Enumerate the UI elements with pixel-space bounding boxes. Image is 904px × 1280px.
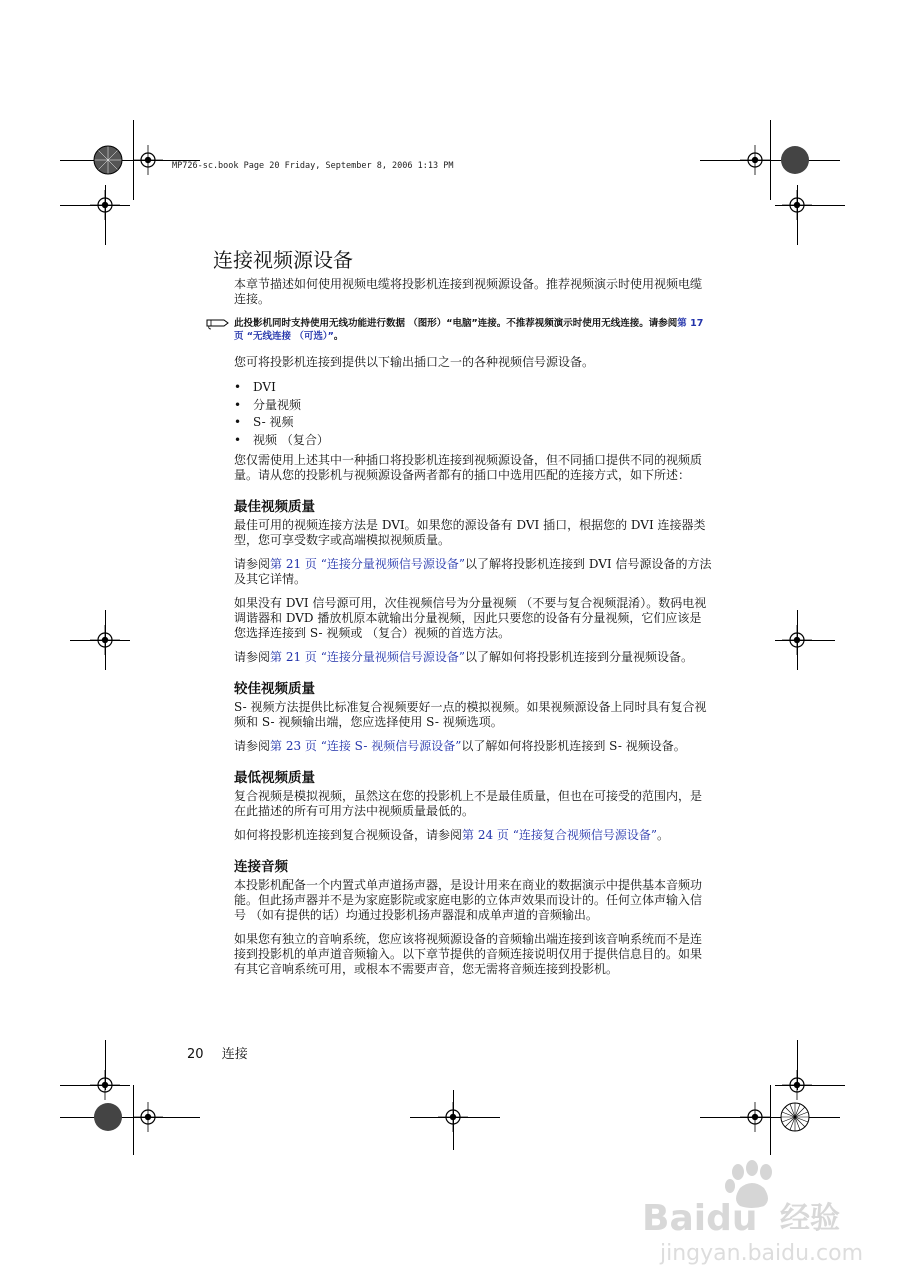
paragraph	[234, 596, 713, 641]
paragraph-text: 请参阅	[234, 739, 271, 753]
note-pencil-icon	[206, 316, 230, 330]
list-item	[234, 379, 713, 397]
paragraph-text: 本投影机配备一个内置式单声道扬声器，是设计用来在商业的数据演示中提供基本音频功能。但此扬声器并不是为家庭影院或家庭电影的立体声效果而设计的。任何立体声输入信号 （如有提供的话）均通过投影机扬声器混和成单声道的音频输出。	[234, 878, 703, 922]
cross-reference-link[interactable]: 第 21 页 “连接分量视频信号源设备”	[270, 557, 465, 571]
bullet-icon: •	[234, 380, 242, 394]
paragraph-text: 如果没有 DVI 信号源可用，次佳视频信号为分量视频 （不要与复合视频混淆）。数码电视调谐器和 DVD 播放机原本就输出分量视频，因此只要您的设备有分量视频，它们应该是您选择连接到 S- 视频或 （复合）视频的首选方法。	[234, 596, 707, 640]
section-heading-best-quality: 最佳视频质量	[234, 499, 315, 515]
paragraph	[234, 789, 713, 819]
list-item-text: DVI	[253, 380, 276, 394]
registration-mark-icon	[133, 145, 163, 175]
intro-paragraph: 本章节描述如何使用视频电缆将投影机连接到视频源设备。推荐视频演示时使用视频电缆连接。	[234, 277, 703, 306]
list-item-text: S- 视频	[253, 415, 294, 429]
footer-section-name: 连接	[221, 1047, 248, 1062]
cross-reference-link[interactable]: 第 24 页 “连接复合视频信号源设备”	[462, 828, 657, 842]
registration-mark-icon	[782, 1070, 812, 1100]
paragraph	[234, 557, 713, 587]
registration-mark-icon	[740, 1102, 770, 1132]
file-info-header: MP726-sc.book Page 20 Friday, September 8, 2006 1:13 PM	[172, 161, 454, 171]
note-block	[234, 317, 713, 343]
paragraph-text: 最佳可用的视频连接方法是 DVI。如果您的源设备有 DVI 插口，根据您的 DVI 连接器类型，您可享受数字或高端模拟视频质量。	[234, 518, 706, 547]
list-item	[234, 414, 713, 432]
baidu-watermark	[640, 1160, 890, 1270]
baidu-paw-logo-icon	[640, 1160, 890, 1270]
paragraph-text: 以了解如何将投影机连接到 S- 视频设备。	[461, 739, 686, 753]
connector-list	[234, 379, 713, 449]
bullet-icon: •	[234, 432, 242, 447]
paragraph	[234, 650, 713, 665]
note-text: 此投影机同时支持使用无线功能进行数据 （图形）“电脑”连接。不推荐视频演示时使用无线连接。请参阅	[234, 318, 678, 329]
star-target-icon	[780, 1102, 810, 1132]
paragraph-text: 复合视频是模拟视频，虽然这在您的投影机上不是最佳质量，但也在可接受的范围内，是在此描述的所有可用方法中视频质量最低的。	[234, 789, 703, 818]
registration-mark-icon	[90, 190, 120, 220]
watermark-url: jingyan.baidu.com	[660, 1241, 864, 1266]
gray-disc-icon	[93, 1102, 123, 1132]
page-number: 20	[187, 1047, 204, 1062]
paragraph	[234, 878, 713, 923]
paragraph-text: 如何将投影机连接到复合视频设备，请参阅	[234, 828, 463, 842]
gray-disc-icon	[780, 145, 810, 175]
note-text-end: 。	[333, 331, 344, 342]
bullet-icon: •	[234, 397, 242, 412]
paragraph-text: 如果您有独立的音响系统，您应该将视频源设备的音频输出端连接到该音响系统而不是连接到投影机的单声道音频输入。以下章节提供的音频连接说明仅用于提供信息目的。如果有其它音响系统可用，或根本不需要声音，您无需将音频连接到投影机。	[234, 932, 703, 976]
registration-mark-icon	[90, 1070, 120, 1100]
cross-reference-link[interactable]: 第 21 页 “连接分量视频信号源设备”	[270, 650, 465, 664]
list-item	[234, 397, 713, 415]
paragraph-text: 请参阅	[234, 650, 271, 664]
star-target-icon	[93, 145, 123, 175]
registration-mark-icon	[438, 1102, 468, 1132]
registration-mark-icon	[90, 625, 120, 655]
watermark-brand: Baidu	[642, 1198, 758, 1239]
section-heading-audio: 连接音频	[234, 859, 288, 875]
paragraph	[234, 932, 713, 977]
cross-reference-link[interactable]: 第 23 页 “连接 S- 视频信号源设备”	[270, 739, 462, 753]
paragraph	[234, 828, 713, 843]
paragraph	[234, 518, 713, 548]
note-link[interactable]: 第 17 页 “无线连接 （可选）”	[234, 318, 704, 342]
list-item-text: 分量视频	[253, 397, 302, 412]
after-list-paragraph: 您仅需使用上述其中一种插口将投影机连接到视频源设备，但不同插口提供不同的视频质量。请从您的投影机与视频源设备两者都有的插口中选用匹配的连接方式，如下所述：	[234, 453, 703, 482]
registration-mark-icon	[782, 190, 812, 220]
watermark-brand-cn: 经验	[780, 1201, 840, 1236]
paragraph	[234, 739, 713, 754]
registration-mark-icon	[133, 1102, 163, 1132]
page-footer	[187, 1043, 248, 1062]
registration-mark-icon	[782, 625, 812, 655]
list-item	[234, 432, 713, 450]
paragraph	[234, 700, 713, 730]
paragraph-text: 以了解将投影机连接到 DVI 信号源设备的方法及其它详情。	[234, 557, 712, 586]
page-title: 连接视频源设备	[213, 248, 353, 272]
paragraph-text: S- 视频方法提供比标准复合视频要好一点的模拟视频。如果视频源设备上同时具有复合视频和 S- 视频输出端，您应选择使用 S- 视频选项。	[234, 700, 707, 729]
paragraph-text: 。	[657, 828, 670, 842]
page-content	[213, 244, 713, 986]
section-heading-lowest-quality: 最低视频质量	[234, 770, 315, 786]
paragraph-text: 以了解如何将投影机连接到分量视频设备。	[465, 650, 694, 664]
bullet-icon: •	[234, 415, 242, 429]
section-heading-better-quality: 较佳视频质量	[234, 681, 315, 697]
paragraph-text: 请参阅	[234, 557, 271, 571]
list-item-text: 视频 （复合）	[253, 432, 329, 447]
lead-paragraph: 您可将投影机连接到提供以下输出插口之一的各种视频信号源设备。	[234, 355, 595, 369]
registration-mark-icon	[740, 145, 770, 175]
